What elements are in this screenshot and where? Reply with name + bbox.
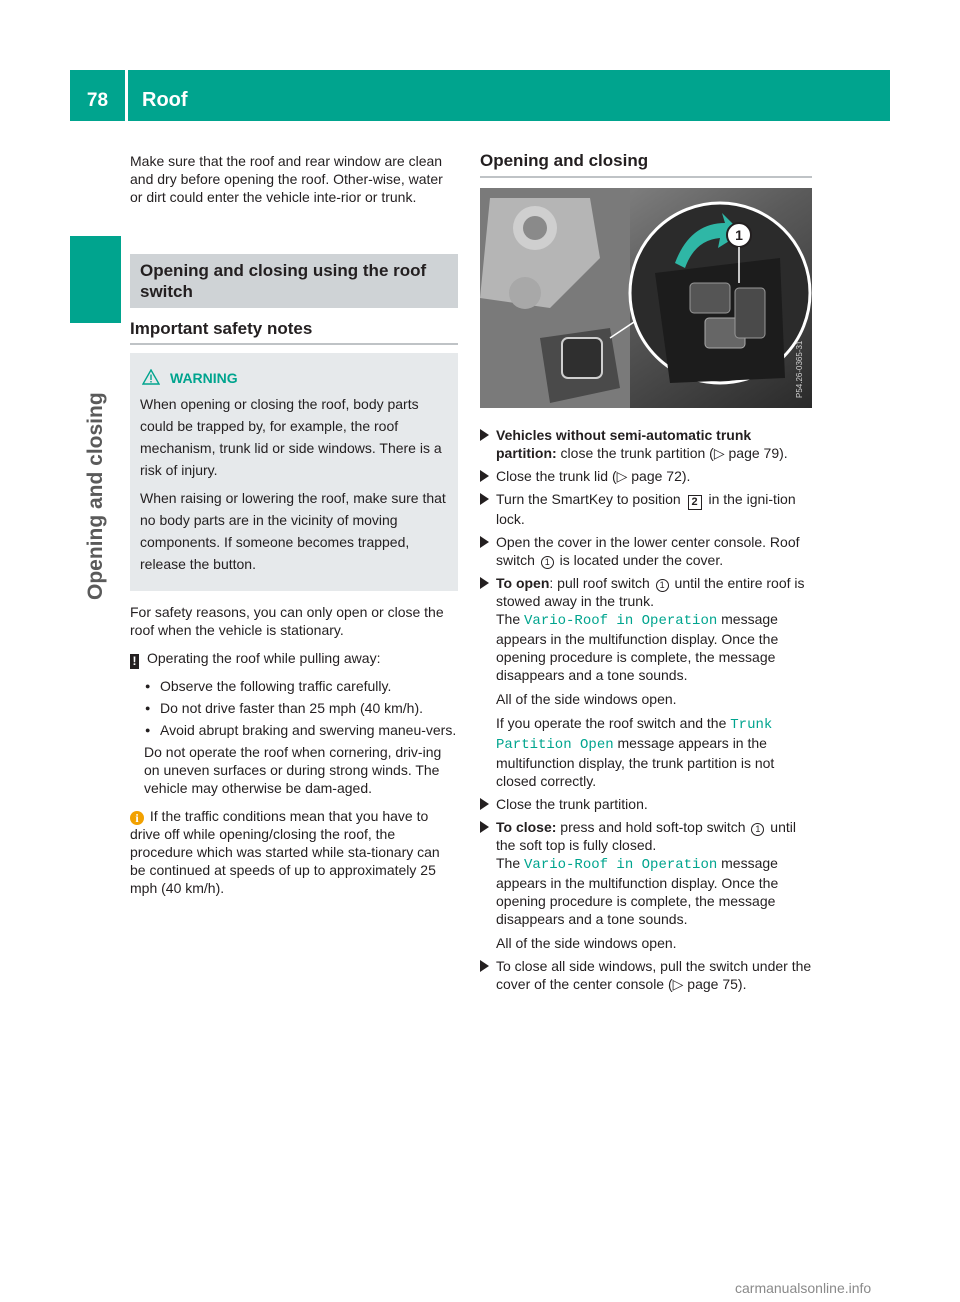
info-paragraph [130,807,458,897]
step-item [480,467,812,485]
step-item [480,574,812,790]
page-header [70,70,890,121]
info-icon: i [130,811,144,825]
step-text: To close all side windows, pull the switch under the cover of the center console (▷ page 75). [496,958,812,992]
step-text: Turn the SmartKey to position [496,491,685,507]
right-column [480,152,812,998]
warning-triangle-icon [142,369,160,385]
step-text: close the trunk partition (▷ page 79). [556,445,788,461]
photo-code: P54.26-0365-31 [795,340,804,398]
step-text: message appears in the multifunction display, the trunk partition is not closed correctly. [496,735,775,789]
warning-title: WARNING [170,370,238,386]
warning-paragraph-1: When opening or closing the roof, body parts could be trapped by, for example, the roof mechanism, trunk lid or side windows. There is a risk of injury. [140,396,442,478]
step-text: in the igni-tion lock. [496,491,796,527]
step-note: All of the side windows open. [496,691,677,707]
warning-box [130,353,458,591]
caution-text: Operating the roof while pulling away: [147,650,381,666]
step-bold: To close: [496,819,557,835]
caution-after: Do not operate the roof when cornering, driv-ing on uneven surfaces or during strong winds. The vehicle may otherwise be dam-aged. [144,744,442,796]
warning-paragraph-2: When raising or lowering the roof, make sure that no body parts are in the vicinity of moving components. If someone becomes trapped, release the button. [140,490,446,572]
safety-paragraph: For safety reasons, you can only open or close the roof when the vehicle is stationary. [130,604,444,638]
section-heading: Opening and closing using the roof switch [130,254,458,308]
step-text: Close the trunk lid (▷ page 72). [496,468,691,484]
page-number: 78 [86,90,109,111]
step-note: All of the side windows open. [496,935,677,951]
step-bold: To open [496,575,550,591]
right-heading: Opening and closing [480,152,812,178]
display-message: Trunk Partition Open [496,717,773,753]
step-arrow-icon [480,960,489,972]
intro-paragraph: Make sure that the roof and rear window are clean and dry before opening the roof. Other-wise, water or dirt could enter the vehicle inte-rior or trunk. [130,153,443,205]
callout-number: 1 [735,227,743,243]
display-message: Vario-Roof in Operation [524,613,718,629]
caution-item: ● Do not drive faster than 25 mph (40 km/h). [144,699,458,717]
callout-ref: 1 [656,579,669,592]
header-divider [125,70,128,121]
step-text: The [496,855,525,871]
step-arrow-icon [480,429,489,441]
step-text: message appears in the multifunction display. Once the opening procedure is complete, the message disappears and a tone sounds. [496,611,779,683]
step-list [480,426,812,993]
caution-list [144,677,458,739]
caution-item: ● Avoid abrupt braking and swerving maneu-vers. [144,721,458,739]
step-arrow-icon [480,470,489,482]
step-item [480,957,812,993]
step-text: Close the trunk partition. [496,796,648,812]
step-text: press and hold soft-top switch [556,819,750,835]
position-number: 2 [688,495,702,510]
step-item [480,533,812,569]
chapter-label-text: Opening and closing [84,392,107,600]
step-item [480,426,812,462]
step-arrow-icon [480,493,489,505]
step-text: Open the cover in the lower center console. Roof switch [496,534,800,568]
caution-item: ● Observe the following traffic carefully. [144,677,458,695]
caution-line [130,649,458,669]
step-arrow-icon [480,798,489,810]
step-text: The [496,611,525,627]
step-text: is located under the cover. [555,552,724,568]
step-arrow-icon [480,536,489,548]
step-text: : pull roof switch [549,575,654,591]
step-item [480,795,812,813]
roof-switch-photo [480,188,812,408]
step-text: until the soft top is fully closed. [496,819,796,853]
step-bold: Vehicles without semi-automatic trunk partition: [496,427,752,461]
callout-ref: 1 [751,823,764,836]
step-note [496,714,812,790]
step-item [480,818,812,952]
left-column [130,152,458,897]
callout-ref: 1 [541,556,554,569]
step-item [480,490,812,528]
step-text: until the entire roof is stowed away in the trunk. [496,575,805,609]
step-arrow-icon [480,821,489,833]
page-title: Roof [142,89,188,111]
subsection-heading: Important safety notes [130,320,458,345]
caution-icon: ! [130,654,139,669]
step-text: If you operate the roof switch and the [496,715,731,731]
step-arrow-icon [480,577,489,589]
display-message: Vario-Roof in Operation [524,857,718,873]
caution-block [130,677,458,797]
chapter-tab [70,236,121,323]
info-text: If the traffic conditions mean that you have to drive off while opening/closing the roof, the procedure which was started while sta-tionary can be continued at speeds of up to approximately 25 mph (40 km/h). [130,808,440,896]
step-text: message appears in the multifunction display. Once the opening procedure is complete, the message disappears and a tone sounds. [496,855,779,927]
watermark: carmanualsonline.info [735,1280,872,1296]
warning-title-row [140,367,448,389]
